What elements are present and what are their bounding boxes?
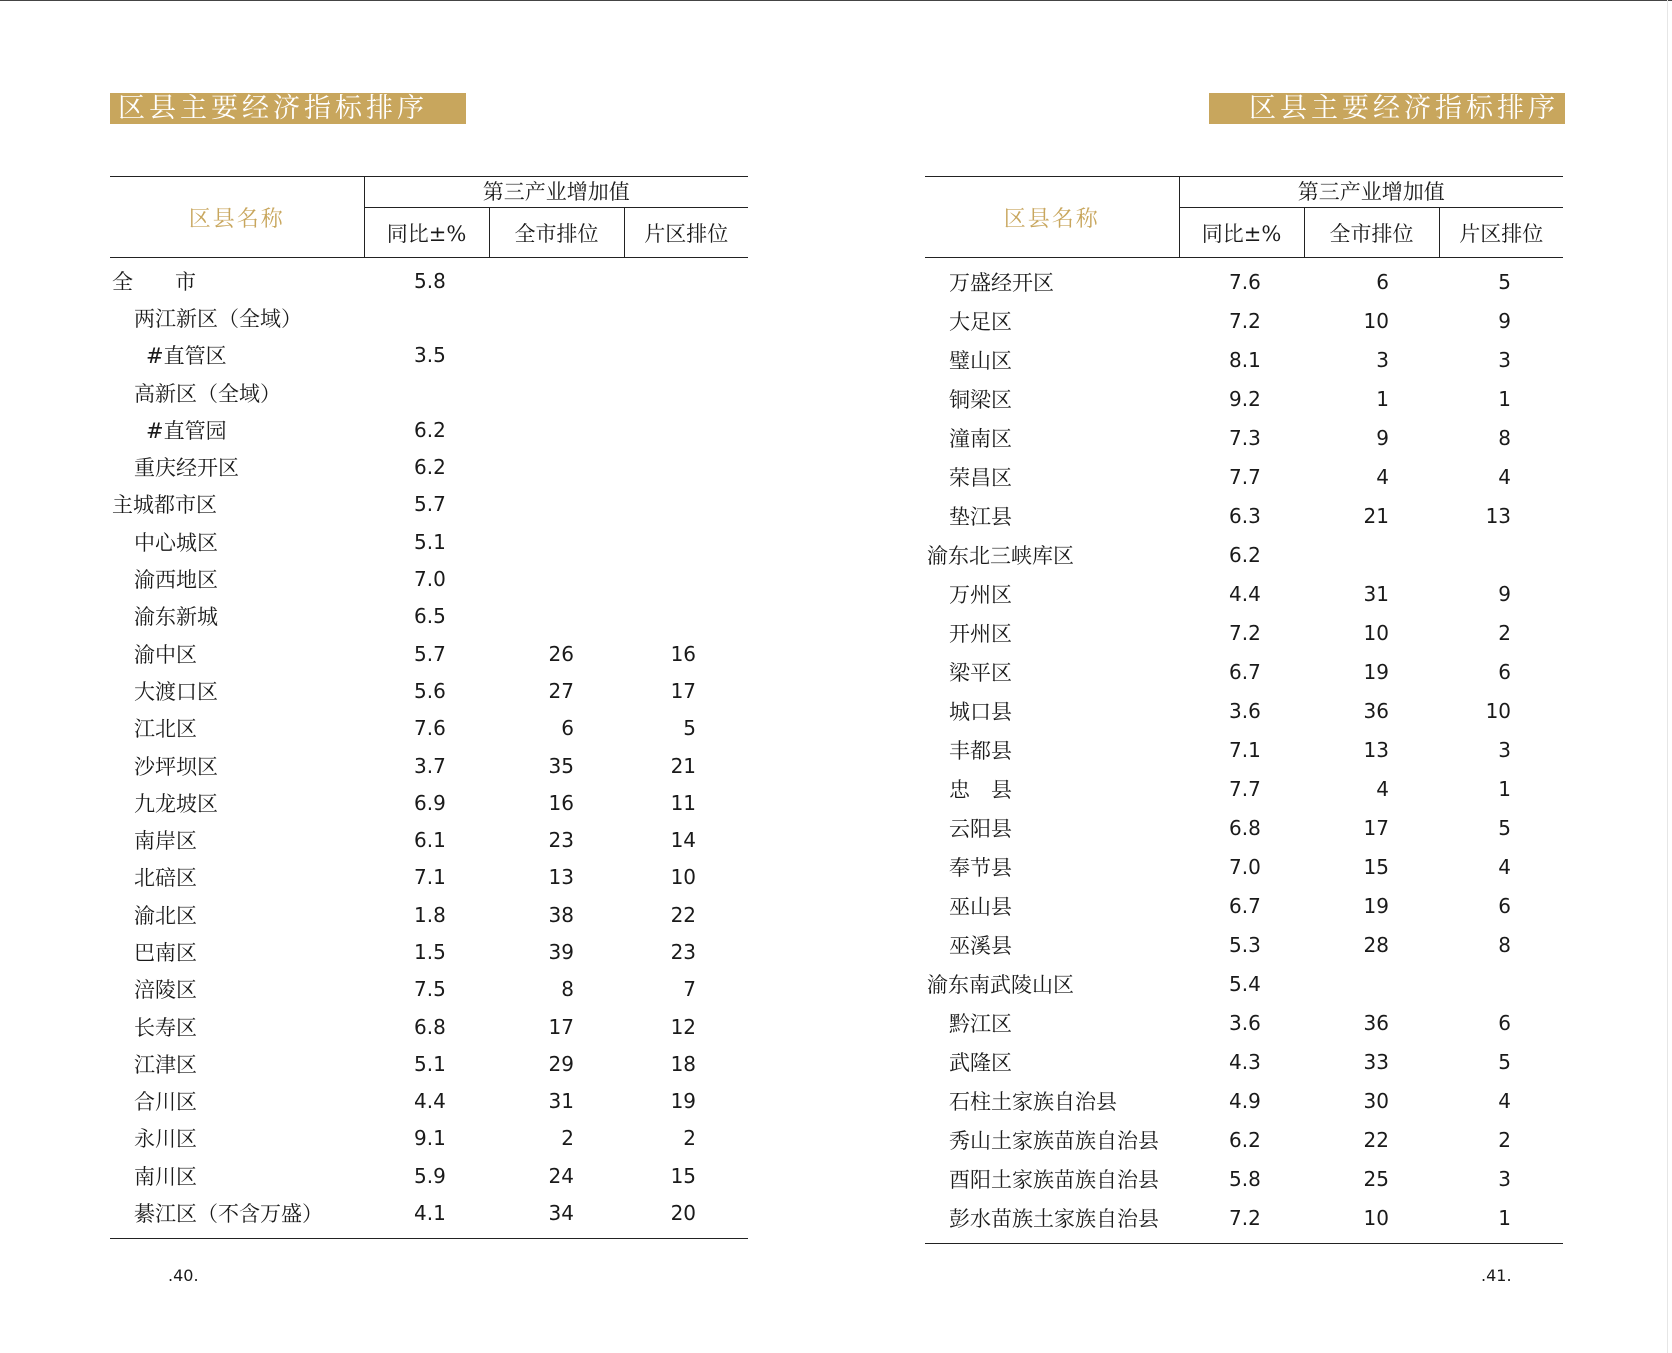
yoy-change-cell: 8.1 <box>1229 347 1261 372</box>
yoy-change-cell: 3.5 <box>414 343 446 368</box>
area-rank-cell: 5 <box>1498 269 1512 294</box>
table-row <box>925 730 1563 769</box>
area-rank-cell <box>624 299 748 336</box>
table-row <box>110 560 748 597</box>
data-table <box>110 176 748 1232</box>
table-row <box>925 535 1563 574</box>
yoy-change-cell: 5.7 <box>414 492 446 517</box>
table-row <box>925 691 1563 730</box>
yoy-change-cell: 4.3 <box>1229 1049 1261 1074</box>
table-row <box>925 1042 1563 1081</box>
region-name-cell: 黔江区 <box>949 1011 1012 1036</box>
page-number: .40. <box>168 1266 199 1285</box>
yoy-change-cell: 5.7 <box>414 641 446 666</box>
yoy-change-cell: 6.1 <box>414 828 446 853</box>
yoy-change-cell: 5.1 <box>414 1051 446 1076</box>
yoy-change-cell: 6.2 <box>1229 542 1261 567</box>
city-rank-cell: 30 <box>1363 1088 1389 1113</box>
city-rank-cell: 23 <box>548 828 574 853</box>
yoy-change-cell: 1.5 <box>414 939 446 964</box>
region-name-cell: 忠 县 <box>949 777 1012 802</box>
table-row <box>925 964 1563 1003</box>
table-row <box>110 1045 748 1082</box>
region-name-cell: 丰都县 <box>949 738 1012 763</box>
area-rank-cell: 9 <box>1498 581 1512 606</box>
yoy-change-cell: 7.7 <box>1229 776 1261 801</box>
right-page <box>836 0 1672 1353</box>
city-rank-cell: 10 <box>1363 308 1389 333</box>
column-group-header: 第三产业增加值 <box>364 177 748 208</box>
table-row <box>925 652 1563 691</box>
yoy-change-cell: 5.6 <box>414 678 446 703</box>
area-rank-cell: 6 <box>1498 659 1512 684</box>
table-row <box>925 925 1563 964</box>
city-rank-cell: 19 <box>1363 893 1389 918</box>
region-name-cell: 奉节县 <box>949 855 1012 880</box>
yoy-change-cell: 6.9 <box>414 790 446 815</box>
area-rank-cell: 2 <box>1498 1127 1512 1152</box>
city-rank-cell: 2 <box>561 1126 574 1151</box>
yoy-change-cell: 3.7 <box>414 753 446 778</box>
region-name-cell: 垫江县 <box>949 504 1012 529</box>
yoy-change-cell: 6.3 <box>1229 503 1261 528</box>
table-row <box>110 374 748 411</box>
region-name-cell: 万州区 <box>949 582 1012 607</box>
area-rank-cell: 5 <box>1498 815 1512 840</box>
yoy-change-cell: 5.8 <box>1229 1166 1261 1191</box>
city-rank-cell <box>489 523 624 560</box>
region-name-cell: 綦江区（不含万盛） <box>134 1202 323 1227</box>
area-rank-cell: 15 <box>670 1163 697 1188</box>
data-table <box>925 176 1563 1237</box>
city-rank-cell: 1 <box>1376 386 1389 411</box>
column-header-yoy: 同比±% <box>364 208 489 258</box>
area-rank-cell <box>624 448 748 485</box>
city-rank-cell: 15 <box>1363 854 1389 879</box>
area-rank-cell: 4 <box>1498 854 1512 879</box>
table-row <box>110 448 748 485</box>
yoy-change-cell: 4.4 <box>414 1089 446 1114</box>
area-rank-cell: 20 <box>670 1201 697 1226</box>
table-body <box>110 258 748 1232</box>
column-header-area-rank: 片区排位 <box>1439 208 1563 258</box>
city-rank-cell <box>489 374 624 411</box>
region-name-cell: #直管园 <box>146 418 227 443</box>
yoy-change-cell: 6.2 <box>1229 1127 1261 1152</box>
city-rank-cell: 17 <box>1363 815 1389 840</box>
area-rank-cell: 3 <box>1498 1166 1512 1191</box>
area-rank-cell: 8 <box>1498 932 1512 957</box>
region-name-cell: 长寿区 <box>134 1015 197 1040</box>
banner-title: 区县主要经济指标排序 <box>1249 93 1559 124</box>
city-rank-cell: 31 <box>548 1089 574 1114</box>
table-row <box>110 784 748 821</box>
city-rank-cell: 22 <box>1363 1127 1389 1152</box>
region-name-cell: 云阳县 <box>949 816 1012 841</box>
region-name-cell: 大足区 <box>949 309 1012 334</box>
column-header-name: 区县名称 <box>110 177 364 258</box>
area-rank-cell <box>624 258 748 300</box>
city-rank-cell <box>1304 535 1439 574</box>
table-row <box>110 971 748 1008</box>
yoy-change-cell <box>364 374 489 411</box>
region-name-cell: 巫溪县 <box>949 933 1012 958</box>
table-row <box>110 299 748 336</box>
city-rank-cell <box>489 299 624 336</box>
region-name-cell: 潼南区 <box>949 426 1012 451</box>
area-rank-cell: 6 <box>1498 893 1512 918</box>
area-rank-cell: 10 <box>1485 698 1512 723</box>
city-rank-cell: 19 <box>1363 659 1389 684</box>
city-rank-cell <box>489 337 624 374</box>
city-rank-cell: 9 <box>1376 425 1389 450</box>
area-rank-cell <box>624 374 748 411</box>
page-number: .41. <box>1481 1266 1512 1285</box>
city-rank-cell <box>489 560 624 597</box>
city-rank-cell <box>489 448 624 485</box>
region-name-cell: 永川区 <box>134 1127 197 1152</box>
yoy-change-cell: 4.9 <box>1229 1088 1261 1113</box>
city-rank-cell: 33 <box>1363 1049 1389 1074</box>
city-rank-cell: 27 <box>548 678 574 703</box>
ranking-table-left <box>110 176 748 1239</box>
area-rank-cell <box>624 486 748 523</box>
yoy-change-cell: 7.2 <box>1229 620 1261 645</box>
yoy-change-cell: 5.1 <box>414 529 446 554</box>
area-rank-cell: 1 <box>1498 776 1512 801</box>
table-row <box>110 859 748 896</box>
table-row <box>925 1003 1563 1042</box>
table-row <box>925 258 1563 302</box>
city-rank-cell: 39 <box>548 939 574 964</box>
table-row <box>110 1008 748 1045</box>
table-row <box>110 1194 748 1231</box>
table-row <box>110 337 748 374</box>
table-row <box>925 1081 1563 1120</box>
region-name-cell: 万盛经开区 <box>949 270 1054 295</box>
region-name-cell: 涪陵区 <box>134 978 197 1003</box>
city-rank-cell: 34 <box>548 1201 574 1226</box>
city-rank-cell: 10 <box>1363 1205 1389 1230</box>
table-row <box>925 418 1563 457</box>
area-rank-cell <box>1439 964 1563 1003</box>
yoy-change-cell: 7.2 <box>1229 1205 1261 1230</box>
table-row <box>925 301 1563 340</box>
table-row <box>925 1159 1563 1198</box>
yoy-change-cell: 7.2 <box>1229 308 1261 333</box>
region-name-cell: 城口县 <box>949 699 1012 724</box>
city-rank-cell <box>489 486 624 523</box>
region-name-cell: #直管区 <box>146 344 227 369</box>
table-body <box>925 258 1563 1238</box>
city-rank-cell: 10 <box>1363 620 1389 645</box>
city-rank-cell: 8 <box>561 977 574 1002</box>
city-rank-cell: 13 <box>548 865 574 890</box>
region-name-cell: 石柱土家族自治县 <box>949 1089 1117 1114</box>
area-rank-cell: 17 <box>670 678 697 703</box>
area-rank-cell: 11 <box>670 790 697 815</box>
table-row <box>925 1198 1563 1237</box>
column-header-city-rank: 全市排位 <box>1304 208 1439 258</box>
area-rank-cell: 4 <box>1498 1088 1512 1113</box>
yoy-change-cell: 7.6 <box>414 716 446 741</box>
area-rank-cell <box>624 411 748 448</box>
city-rank-cell: 6 <box>1376 269 1389 294</box>
region-name-cell: 渝北区 <box>134 903 197 928</box>
area-rank-cell: 3 <box>1498 347 1512 372</box>
city-rank-cell: 24 <box>548 1163 574 1188</box>
region-name-cell: 巴南区 <box>134 940 197 965</box>
area-rank-cell <box>1439 535 1563 574</box>
region-name-cell: 高新区（全域） <box>134 381 281 406</box>
region-name-cell: 两江新区（全域） <box>134 306 302 331</box>
table-row <box>110 710 748 747</box>
yoy-change-cell: 4.1 <box>414 1201 446 1226</box>
region-name-cell: 大渡口区 <box>134 679 218 704</box>
area-rank-cell: 2 <box>683 1126 697 1151</box>
yoy-change-cell: 6.8 <box>414 1014 446 1039</box>
banner-title: 区县主要经济指标排序 <box>118 93 428 124</box>
region-name-cell: 酉阳土家族苗族自治县 <box>949 1167 1159 1192</box>
table-row <box>925 1120 1563 1159</box>
region-name-cell: 渝东南武陵山区 <box>927 972 1074 997</box>
region-name-cell: 全 市 <box>112 269 196 294</box>
area-rank-cell: 5 <box>683 716 697 741</box>
yoy-change-cell: 3.6 <box>1229 698 1261 723</box>
table-row <box>110 523 748 560</box>
yoy-change-cell: 7.6 <box>1229 269 1261 294</box>
city-rank-cell: 6 <box>561 716 574 741</box>
area-rank-cell <box>624 523 748 560</box>
table-row <box>925 886 1563 925</box>
table-row <box>110 486 748 523</box>
area-rank-cell: 9 <box>1498 308 1512 333</box>
column-header-name: 区县名称 <box>925 177 1179 258</box>
region-name-cell: 武隆区 <box>949 1050 1012 1075</box>
region-name-cell: 开州区 <box>949 621 1012 646</box>
table-row <box>925 847 1563 886</box>
table-row <box>925 613 1563 652</box>
yoy-change-cell: 7.0 <box>1229 854 1261 879</box>
region-name-cell: 巫山县 <box>949 894 1012 919</box>
table-row <box>925 340 1563 379</box>
yoy-change-cell: 5.3 <box>1229 932 1261 957</box>
area-rank-cell: 5 <box>1498 1049 1512 1074</box>
area-rank-cell: 16 <box>670 641 697 666</box>
area-rank-cell: 13 <box>1485 503 1512 528</box>
yoy-change-cell: 6.7 <box>1229 893 1261 918</box>
region-name-cell: 中心城区 <box>134 530 218 555</box>
column-header-city-rank: 全市排位 <box>489 208 624 258</box>
table-row <box>110 1157 748 1194</box>
column-header-area-rank: 片区排位 <box>624 208 748 258</box>
area-rank-cell <box>624 337 748 374</box>
city-rank-cell <box>489 258 624 300</box>
table-bottom-rule <box>110 1238 748 1239</box>
city-rank-cell <box>1304 964 1439 1003</box>
area-rank-cell: 3 <box>1498 737 1512 762</box>
city-rank-cell: 3 <box>1376 347 1389 372</box>
yoy-change-cell: 7.7 <box>1229 464 1261 489</box>
yoy-change-cell: 3.6 <box>1229 1010 1261 1035</box>
city-rank-cell: 36 <box>1363 698 1389 723</box>
area-rank-cell: 19 <box>670 1089 697 1114</box>
area-rank-cell: 8 <box>1498 425 1512 450</box>
city-rank-cell: 38 <box>548 902 574 927</box>
table-row <box>110 635 748 672</box>
city-rank-cell: 4 <box>1376 464 1389 489</box>
yoy-change-cell: 7.5 <box>414 977 446 1002</box>
table-row <box>925 496 1563 535</box>
region-name-cell: 南岸区 <box>134 829 197 854</box>
region-name-cell: 重庆经开区 <box>134 456 239 481</box>
region-name-cell: 沙坪坝区 <box>134 754 218 779</box>
region-name-cell: 秀山土家族苗族自治县 <box>949 1128 1159 1153</box>
yoy-change-cell: 6.8 <box>1229 815 1261 840</box>
table-row <box>925 457 1563 496</box>
region-name-cell: 北碚区 <box>134 866 197 891</box>
region-name-cell: 渝中区 <box>134 642 197 667</box>
table-row <box>110 1083 748 1120</box>
area-rank-cell: 23 <box>670 939 697 964</box>
table-row <box>110 258 748 300</box>
table-row <box>110 411 748 448</box>
table-row <box>110 1120 748 1157</box>
region-name-cell: 荣昌区 <box>949 465 1012 490</box>
yoy-change-cell: 6.7 <box>1229 659 1261 684</box>
city-rank-cell: 16 <box>548 790 574 815</box>
yoy-change-cell: 6.2 <box>414 455 446 480</box>
city-rank-cell: 21 <box>1363 503 1389 528</box>
region-name-cell: 梁平区 <box>949 660 1012 685</box>
table-row <box>110 598 748 635</box>
area-rank-cell: 1 <box>1498 386 1512 411</box>
area-rank-cell: 1 <box>1498 1205 1512 1230</box>
yoy-change-cell: 7.0 <box>414 567 446 592</box>
area-rank-cell <box>624 560 748 597</box>
yoy-change-cell: 4.4 <box>1229 581 1261 606</box>
city-rank-cell: 4 <box>1376 776 1389 801</box>
city-rank-cell: 35 <box>548 753 574 778</box>
area-rank-cell: 14 <box>670 828 697 853</box>
table-row <box>110 747 748 784</box>
region-name-cell: 江北区 <box>134 717 197 742</box>
table-row <box>110 933 748 970</box>
table-row <box>925 769 1563 808</box>
city-rank-cell: 36 <box>1363 1010 1389 1035</box>
table-bottom-rule <box>925 1243 1563 1244</box>
table-row <box>925 379 1563 418</box>
region-name-cell: 江津区 <box>134 1052 197 1077</box>
yoy-change-cell: 6.5 <box>414 604 446 629</box>
area-rank-cell: 18 <box>670 1051 697 1076</box>
region-name-cell: 九龙坡区 <box>134 791 218 816</box>
yoy-change-cell: 1.8 <box>414 902 446 927</box>
city-rank-cell <box>489 598 624 635</box>
table-row <box>110 672 748 709</box>
city-rank-cell: 26 <box>548 641 574 666</box>
region-name-cell: 渝西地区 <box>134 568 218 593</box>
yoy-change-cell: 5.4 <box>1229 971 1261 996</box>
city-rank-cell <box>489 411 624 448</box>
table-row <box>110 821 748 858</box>
city-rank-cell: 29 <box>548 1051 574 1076</box>
yoy-change-cell: 9.1 <box>414 1126 446 1151</box>
area-rank-cell: 4 <box>1498 464 1512 489</box>
area-rank-cell: 7 <box>683 977 697 1002</box>
section-banner <box>110 93 466 124</box>
area-rank-cell: 6 <box>1498 1010 1512 1035</box>
area-rank-cell: 12 <box>670 1014 697 1039</box>
yoy-change-cell: 5.9 <box>414 1163 446 1188</box>
column-group-header: 第三产业增加值 <box>1179 177 1563 208</box>
section-banner <box>1209 93 1565 124</box>
city-rank-cell: 17 <box>548 1014 574 1039</box>
city-rank-cell: 13 <box>1363 737 1389 762</box>
yoy-change-cell: 6.2 <box>414 417 446 442</box>
region-name-cell: 渝东新城 <box>134 605 218 630</box>
yoy-change-cell: 9.2 <box>1229 386 1261 411</box>
region-name-cell: 合川区 <box>134 1090 197 1115</box>
yoy-change-cell: 7.3 <box>1229 425 1261 450</box>
city-rank-cell: 25 <box>1363 1166 1389 1191</box>
area-rank-cell: 22 <box>670 902 697 927</box>
area-rank-cell <box>624 598 748 635</box>
area-rank-cell: 2 <box>1498 620 1512 645</box>
column-header-yoy: 同比±% <box>1179 208 1304 258</box>
table-row <box>925 574 1563 613</box>
yoy-change-cell: 7.1 <box>414 865 446 890</box>
region-name-cell: 彭水苗族土家族自治县 <box>949 1206 1159 1231</box>
region-name-cell: 主城都市区 <box>112 493 217 518</box>
region-name-cell: 渝东北三峡库区 <box>927 543 1074 568</box>
yoy-change-cell: 5.8 <box>414 268 446 293</box>
yoy-change-cell: 7.1 <box>1229 737 1261 762</box>
area-rank-cell: 21 <box>670 753 697 778</box>
table-row <box>110 896 748 933</box>
table-row <box>925 808 1563 847</box>
region-name-cell: 铜梁区 <box>949 387 1012 412</box>
region-name-cell: 璧山区 <box>949 348 1012 373</box>
area-rank-cell: 10 <box>670 865 697 890</box>
region-name-cell: 南川区 <box>134 1164 197 1189</box>
yoy-change-cell <box>364 299 489 336</box>
ranking-table-right <box>925 176 1563 1244</box>
city-rank-cell: 28 <box>1363 932 1389 957</box>
city-rank-cell: 31 <box>1363 581 1389 606</box>
